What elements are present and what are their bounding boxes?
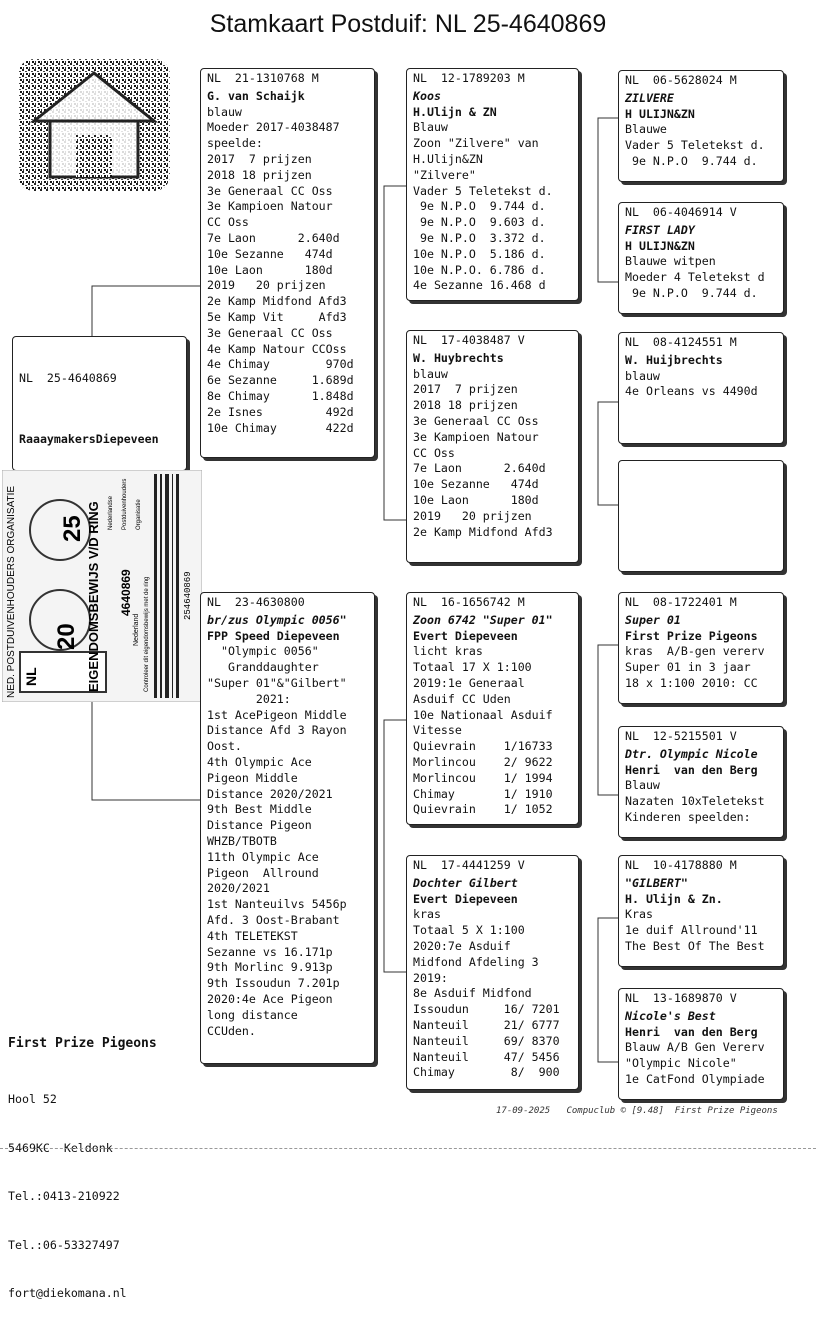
pedigree-line: blauw [625, 368, 660, 383]
pedigree-line: 2019 20 prijzen [413, 508, 532, 523]
breeder-name: H.Ulijn & ZN [413, 104, 497, 119]
pedigree-line: Blauwe witpen [625, 254, 716, 269]
pedigree-line: 2e Kamp Midfond Afd3 [207, 294, 347, 309]
pedigree-line: Moeder 4 Teletekst d [625, 270, 765, 285]
pedigree-line: long distance [207, 1007, 298, 1022]
pigeon-name: br/zus Olympic 0056" [207, 612, 347, 627]
pedigree-line: Distance Pigeon [207, 818, 312, 833]
pedigree-line: 2018 18 prijzen [413, 398, 518, 413]
breeder-name: H ULIJN&ZN [625, 106, 695, 121]
pigeon-name: ZILVERE [625, 90, 674, 105]
pedigree-line: 7e Laon 2.640d [207, 230, 340, 245]
pedigree-line: 11th Olympic Ace [207, 849, 319, 864]
ring-number: NL 23-4630800 [207, 595, 305, 609]
pedigree-line: Nanteuil 69/ 8370 [413, 1033, 560, 1048]
pedigree-line: 10e N.P.O. 6.786 d. [413, 262, 546, 277]
pedigree-line: Distance Afd 3 Rayon [207, 723, 347, 738]
pedigree-line: 2e Isnes 492d [207, 404, 354, 419]
tag-side3: Organisatie [136, 499, 142, 530]
pedigree-line: 10e Sezanne 474d [207, 246, 333, 261]
pedigree-line: Nanteuil 21/ 6777 [413, 1017, 560, 1032]
pedigree-line: 9e N.P.O 9.744 d. [413, 199, 546, 214]
dam-sire-dam-card [618, 726, 784, 838]
pedigree-line: The Best Of The Best [625, 938, 765, 953]
breeder-name: First Prize Pigeons [625, 628, 758, 643]
contact-tel1: Tel.:0413-210922 [8, 1189, 120, 1204]
pedigree-line: 9th Morlinc 9.913p [207, 960, 333, 975]
pedigree-line: Midfond Afdeling 3 [413, 954, 539, 969]
pedigree-line: "Super 01"&"Gilbert" [207, 675, 347, 690]
pedigree-line: licht kras [413, 644, 483, 659]
breeder-name: W. Huybrechts [413, 350, 504, 365]
ring-number: NL 12-1789203 M [413, 71, 525, 85]
breeder-name: H. Ulijn & Zn. [625, 891, 723, 906]
pedigree-line: 2020:4e Ace Pigeon [207, 991, 333, 1006]
sire-dam-card [406, 330, 579, 563]
sire-sire-card [406, 68, 579, 301]
pedigree-line: 9e N.P.O 9.744 d. [625, 285, 758, 300]
pigeon-name: FIRST LADY [625, 222, 695, 237]
breeder-name: Evert Diepeveen [413, 628, 518, 643]
dam-sire-card [406, 592, 579, 825]
pedigree-line: 1e CatFond Olympiade [625, 1071, 765, 1086]
sire-dam-sire-card [618, 332, 784, 444]
pedigree-line: 10e Nationaal Asduif [413, 707, 553, 722]
pedigree-line: 1st Nanteuilvs 5456p [207, 897, 347, 912]
ring-number: NL 06-4046914 V [625, 205, 737, 219]
breeder-name: FPP Speed Diepeveen [207, 628, 340, 643]
pedigree-line: Vader 5 Teletekst d. [413, 183, 553, 198]
tag-number: 4640869 [119, 569, 133, 616]
pedigree-line: Asduif CC Uden [413, 691, 511, 706]
pedigree-line: 9e N.P.O 3.372 d. [413, 230, 546, 245]
pedigree-line: blauw [413, 366, 448, 381]
pedigree-line: 3e Kampioen Natour [207, 199, 333, 214]
pigeon-name: Dochter Gilbert [413, 875, 518, 890]
dam-dam-dam-card [618, 988, 784, 1100]
pedigree-line: 9th Issoudun 7.201p [207, 976, 340, 991]
pedigree-line: Zoon "Zilvere" van [413, 136, 539, 151]
pedigree-line: Distance 2020/2021 [207, 786, 333, 801]
pedigree-line: 2019: [413, 970, 448, 985]
pedigree-line: kras A/B-gen vererv [625, 644, 765, 659]
tag-ring-label: EIGENDOMSBEWIJS V/D RING [86, 501, 101, 692]
pigeon-name: Zoon 6742 "Super 01" [413, 612, 553, 627]
pigeon-name: Dtr. Olympic Nicole [625, 746, 758, 761]
pedigree-line: 2018 18 prijzen [207, 167, 312, 182]
pedigree-line: 10e Laon 180d [207, 262, 333, 277]
pedigree-line: "Zilvere" [413, 167, 476, 182]
pedigree-line: 2019 20 prijzen [207, 278, 326, 293]
root-ring-number: NL 25-4640869 [19, 370, 117, 385]
breeder-name: G. van Schaijk [207, 88, 305, 103]
tag-barcode: 254640869 [183, 571, 193, 620]
pedigree-line: Sezanne vs 16.171p [207, 944, 333, 959]
pedigree-line: 2e Kamp Midfond Afd3 [413, 524, 553, 539]
pedigree-line: Kinderen speelden: [625, 809, 751, 824]
pedigree-line: "Olympic Nicole" [625, 1056, 737, 1071]
breeder-name: Henri van den Berg [625, 762, 758, 777]
pedigree-line: kras [413, 907, 441, 922]
ring-number: NL 17-4038487 V [413, 333, 525, 347]
ring-number: NL 17-4441259 V [413, 858, 525, 872]
contact-street: Hool 52 [8, 1092, 57, 1107]
footer-credit: 17-09-2025 Compuclub © [9.48] First Prize Pigeons [496, 1106, 778, 1116]
breeder-name: Evert Diepeveen [413, 891, 518, 906]
pedigree-line: Pigeon Allround [207, 865, 319, 880]
pedigree-line: Totaal 5 X 1:100 [413, 923, 525, 938]
pedigree-line: 4e Chimay 970d [207, 357, 354, 372]
pedigree-line: Chimay 8/ 900 [413, 1065, 560, 1080]
breeder-name: W. Huijbrechts [625, 352, 723, 367]
pedigree-line: Vitesse [413, 723, 462, 738]
pedigree-line: speelde: [207, 136, 263, 151]
pigeon-name: Super 01 [625, 612, 681, 627]
ring-number: NL 08-1722401 M [625, 595, 737, 609]
pedigree-line: 10e Laon 180d [413, 492, 539, 507]
pedigree-line: 3e Generaal CC Oss [413, 413, 539, 428]
breeder-name: Henri van den Berg [625, 1024, 758, 1039]
pigeon-name: "GILBERT" [625, 875, 688, 890]
breeder-name: H ULIJN&ZN [625, 238, 695, 253]
dam-dam-card [406, 855, 579, 1090]
page-title: Stamkaart Postduif: NL 25-4640869 [209, 10, 607, 38]
ring-number: NL 13-1689870 V [625, 991, 737, 1005]
pedigree-line: 8e Asduif Midfond [413, 986, 532, 1001]
pedigree-line: 2017 7 prijzen [207, 151, 312, 166]
pedigree-line: 5e Kamp Vit Afd3 [207, 309, 347, 324]
pedigree-line: Blauw [413, 120, 448, 135]
pedigree-line: Afd. 3 Oost-Brabant [207, 912, 340, 927]
pedigree-line: Quievrain 1/16733 [413, 739, 553, 754]
pedigree-line: 9e N.P.O 9.603 d. [413, 215, 546, 230]
pedigree-line: 2020:7e Asduif [413, 938, 511, 953]
pedigree-line: CC Oss [207, 215, 249, 230]
pedigree-line: Totaal 17 X 1:100 [413, 660, 532, 675]
contact-city: 5469KC Keldonk [8, 1140, 113, 1155]
dam-dam-sire-card [618, 855, 784, 967]
sire-sire-sire-card [618, 70, 784, 182]
tag-nl: NL [23, 667, 39, 686]
tag-note: Controleer dit eigendomsbewijs met de ring [144, 576, 150, 692]
pedigree-line: 4e Sezanne 16.468 d [413, 278, 546, 293]
sire-card [200, 68, 375, 458]
pedigree-line: 9e N.P.O 9.744 d. [625, 153, 758, 168]
pedigree-line: Oost. [207, 739, 242, 754]
pedigree-line: CCUden. [207, 1023, 256, 1038]
pedigree-line: 8e Chimay 1.848d [207, 388, 354, 403]
pedigree-line: 9th Best Middle [207, 802, 312, 817]
ring-number: NL 21-1310768 M [207, 71, 319, 85]
root-owner: RaaaymakersDiepeveen [19, 431, 159, 446]
tag-year: 25 [59, 515, 86, 542]
contact-name: First Prize Pigeons [8, 1036, 157, 1052]
root-pigeon-card [12, 336, 187, 471]
pedigree-line: blauw [207, 104, 242, 119]
pedigree-line: Vader 5 Teletekst d. [625, 138, 765, 153]
sire-dam-dam-card [618, 460, 784, 572]
breeder-contact [8, 1004, 157, 1318]
pedigree-line: 7e Laon 2.640d [413, 461, 546, 476]
ring-number: NL 06-5628024 M [625, 73, 737, 87]
pedigree-line: 2021: [207, 691, 291, 706]
pedigree-line: 4e Kamp Natour CCOss [207, 341, 347, 356]
pedigree-line: H.Ulijn&ZN [413, 151, 483, 166]
pedigree-line: 3e Generaal CC Oss [207, 183, 333, 198]
pedigree-line: Blauw A/B Gen Vererv [625, 1040, 765, 1055]
ring-number: NL 16-1656742 M [413, 595, 525, 609]
pedigree-line: 2020/2021 [207, 881, 270, 896]
pedigree-line: Pigeon Middle [207, 770, 298, 785]
pedigree-line: Morlincou 1/ 1994 [413, 770, 553, 785]
pedigree-line: Morlincou 2/ 9622 [413, 754, 553, 769]
pedigree-line: 1e duif Allround'11 [625, 923, 758, 938]
ring-number: NL 08-4124551 M [625, 335, 737, 349]
pedigree-line: 1st AcePigeon Middle [207, 707, 347, 722]
tag-year2: 20 [53, 623, 80, 650]
pigeon-name: Koos [413, 88, 441, 103]
pedigree-line: 10e Chimay 422d [207, 420, 354, 435]
tag-side1: Nederlandse [108, 495, 114, 530]
pedigree-line: Nanteuil 47/ 5456 [413, 1049, 560, 1064]
pedigree-line: 3e Kampioen Natour [413, 429, 539, 444]
pedigree-line: 2019:1e Generaal [413, 675, 525, 690]
contact-tel2: Tel.:06-53327497 [8, 1237, 120, 1252]
pedigree-line: Granddaughter [207, 660, 319, 675]
pedigree-line: Nazaten 10xTeletekst [625, 794, 765, 809]
tag-country: Nederland [133, 613, 140, 646]
pedigree-line: 18 x 1:100 2010: CC [625, 675, 758, 690]
pedigree-line: 3e Generaal CC Oss [207, 325, 333, 340]
pedigree-line: Kras [625, 907, 653, 922]
pedigree-line: "Olympic 0056" [207, 644, 319, 659]
pedigree-line: Super 01 in 3 jaar [625, 660, 751, 675]
pedigree-line: WHZB/TBOTB [207, 833, 277, 848]
pedigree-line: Issoudun 16/ 7201 [413, 1002, 560, 1017]
contact-email: fort@diekomana.nl [8, 1286, 127, 1301]
pigeon-name: Nicole's Best [625, 1008, 716, 1023]
dam-card [200, 592, 375, 1064]
bottom-divider [0, 1148, 816, 1149]
pedigree-line: 2017 7 prijzen [413, 382, 518, 397]
ring-certificate-tag [2, 470, 202, 702]
pedigree-line: CC Oss [413, 445, 455, 460]
pedigree-line: 6e Sezanne 1.689d [207, 373, 354, 388]
pedigree-line: 4th TELETEKST [207, 928, 298, 943]
pedigree-line: 10e Sezanne 474d [413, 477, 539, 492]
pedigree-line: Quievrain 1/ 1052 [413, 802, 553, 817]
ring-number: NL 12-5215501 V [625, 729, 737, 743]
pedigree-line: Chimay 1/ 1910 [413, 786, 553, 801]
pedigree-line: 10e N.P.O 5.186 d. [413, 246, 546, 261]
dam-sire-sire-card [618, 592, 784, 704]
sire-sire-dam-card [618, 202, 784, 314]
pedigree-line: 4th Olympic Ace [207, 754, 312, 769]
ring-number: NL 10-4178880 M [625, 858, 737, 872]
pedigree-line: Blauw [625, 778, 660, 793]
tag-side2: Postduivenhouders [122, 478, 128, 530]
pedigree-line: Blauwe [625, 122, 667, 137]
tag-org-text: NED. POSTDUIVENHOUDERS ORGANISATIE [6, 485, 17, 698]
pedigree-line: Moeder 2017-4038487 [207, 120, 340, 135]
pedigree-line: 4e Orleans vs 4490d [625, 384, 758, 399]
